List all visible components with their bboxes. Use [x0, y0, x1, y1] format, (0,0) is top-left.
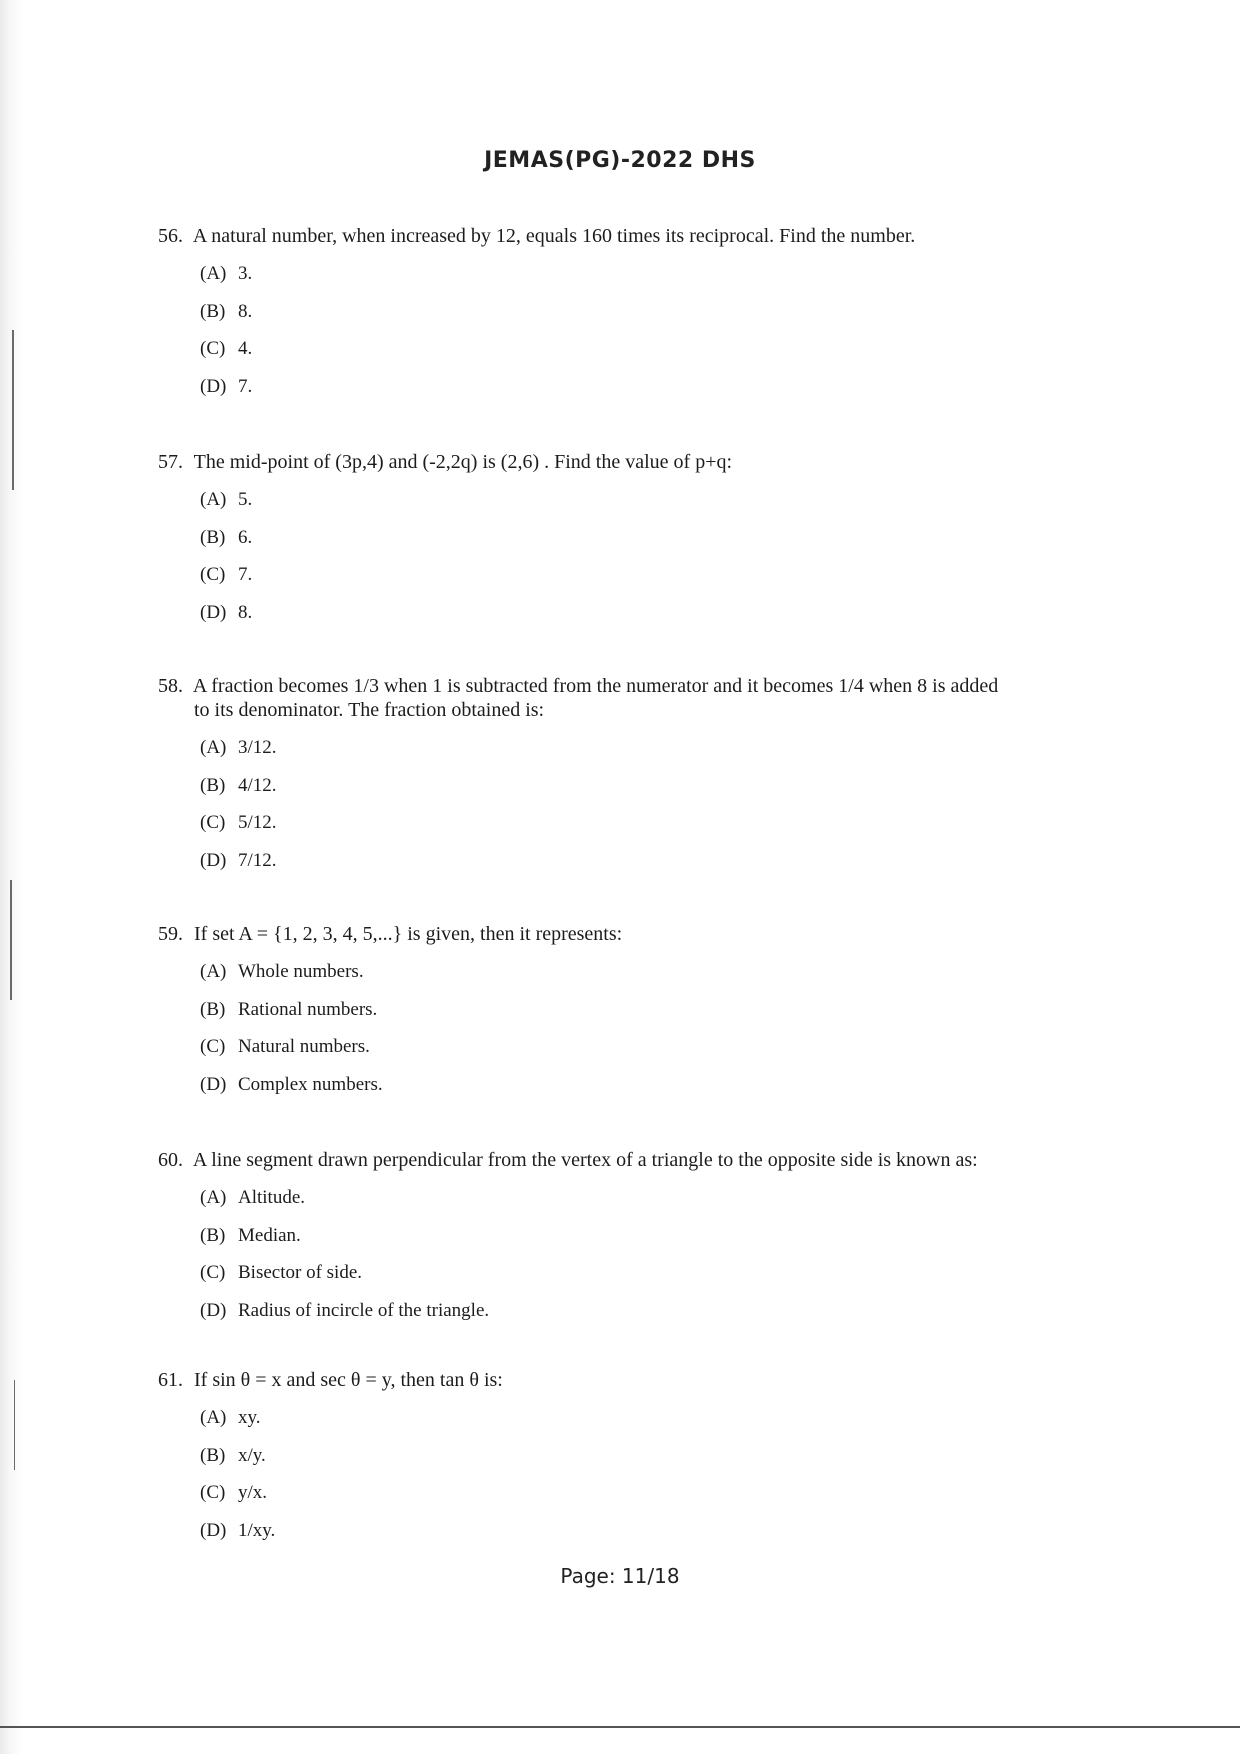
option-label: (A): [200, 489, 227, 510]
option-label: (A): [200, 961, 227, 982]
option-b: [200, 1224, 1098, 1262]
option-label: (D): [200, 1299, 227, 1321]
option-text: 4/12.: [238, 774, 277, 796]
option-d: [200, 849, 1098, 887]
option-text: Complex numbers.: [238, 1073, 383, 1095]
option-text: Median.: [238, 1224, 301, 1246]
option-label: (A): [200, 1187, 227, 1208]
option-list: [158, 1186, 1098, 1336]
option-d: [200, 601, 1098, 639]
option-label: (A): [200, 737, 227, 758]
page-number: Page: 11/18: [560, 1564, 680, 1588]
option-text: Natural numbers.: [238, 1036, 370, 1057]
option-list: [158, 736, 1098, 886]
question-text: The mid-point of (3p,4) and (-2,2q) is (2,6) . Find the value of p+q:: [193, 451, 733, 473]
option-text: 4.: [238, 338, 253, 359]
question-number: 60.: [158, 1149, 183, 1171]
option-a: [200, 960, 1098, 998]
option-text: Bisector of side.: [238, 1262, 363, 1283]
option-label: (A): [200, 1407, 227, 1428]
option-text: xy.: [238, 1407, 261, 1428]
option-b: [200, 774, 1098, 812]
option-text: 1/xy.: [238, 1519, 276, 1541]
option-label: (A): [200, 263, 227, 284]
option-label: (C): [200, 564, 226, 585]
question-60: [158, 1148, 1098, 1336]
option-a: [200, 488, 1098, 526]
option-text: 6.: [238, 526, 253, 548]
option-label: (C): [200, 1036, 226, 1057]
option-d: [200, 1299, 1098, 1337]
option-text: 8.: [238, 300, 253, 322]
scan-artifact: [12, 330, 14, 490]
option-d: [200, 375, 1098, 413]
scan-artifact: [14, 1380, 15, 1470]
option-b: [200, 1444, 1098, 1482]
option-label: (D): [200, 849, 227, 871]
option-a: [200, 1186, 1098, 1224]
bottom-rule: [0, 1726, 1240, 1728]
option-text: 5/12.: [238, 812, 277, 833]
option-c: [200, 1035, 1098, 1073]
scan-artifact: [10, 880, 12, 1000]
option-label: (B): [200, 998, 226, 1020]
option-label: (B): [200, 526, 226, 548]
question-text-continuation: to its denominator. The fraction obtained is:: [194, 699, 545, 721]
option-text: 5.: [238, 489, 253, 510]
scan-edge: [0, 0, 22, 1754]
option-a: [200, 736, 1098, 774]
question-59: [158, 922, 1098, 1110]
option-text: 8.: [238, 601, 253, 623]
option-label: (D): [200, 601, 227, 623]
option-c: [200, 1481, 1098, 1519]
option-list: [158, 488, 1098, 638]
question-text: If sin θ = x and sec θ = y, then tan θ is:: [194, 1369, 503, 1391]
option-b: [200, 526, 1098, 564]
question-number: 57.: [158, 451, 183, 473]
question-text: A natural number, when increased by 12, equals 160 times its reciprocal. Find the number.: [192, 225, 916, 247]
option-b: [200, 998, 1098, 1036]
option-label: (D): [200, 1519, 227, 1541]
option-label: (B): [200, 1224, 226, 1246]
option-text: 7.: [238, 564, 253, 585]
option-text: 7.: [238, 375, 253, 397]
option-c: [200, 563, 1098, 601]
document-header: JEMAS(PG)-2022 DHS: [484, 148, 756, 173]
question-57: [158, 450, 1098, 638]
question-text: A line segment drawn perpendicular from the vertex of a triangle to the opposite side is known as:: [192, 1149, 978, 1171]
option-b: [200, 300, 1098, 338]
option-text: 3/12.: [238, 737, 277, 758]
option-label: (B): [200, 300, 226, 322]
question-61: [158, 1368, 1098, 1556]
option-label: (D): [200, 375, 227, 397]
option-text: Rational numbers.: [238, 998, 378, 1020]
question-text: If set A = {1, 2, 3, 4, 5,...} is given, then it represents:: [194, 923, 623, 945]
option-c: [200, 337, 1098, 375]
option-a: [200, 262, 1098, 300]
option-a: [200, 1406, 1098, 1444]
option-text: 7/12.: [238, 849, 277, 871]
option-label: (D): [200, 1073, 227, 1095]
option-list: [158, 960, 1098, 1110]
question-number: 58.: [158, 675, 183, 697]
question-number: 56.: [158, 225, 183, 247]
option-label: (B): [200, 774, 226, 796]
question-56: [158, 224, 1098, 412]
option-list: [158, 1406, 1098, 1556]
question-58: [158, 674, 1098, 886]
option-text: Radius of incircle of the triangle.: [238, 1299, 490, 1321]
question-number: 61.: [158, 1369, 183, 1391]
option-label: (C): [200, 338, 226, 359]
option-text: 3.: [238, 263, 253, 284]
option-label: (C): [200, 1262, 226, 1283]
option-text: x/y.: [238, 1444, 266, 1466]
option-list: [158, 262, 1098, 412]
option-c: [200, 1261, 1098, 1299]
option-text: y/x.: [238, 1482, 268, 1503]
option-label: (C): [200, 1482, 226, 1503]
option-text: Altitude.: [238, 1187, 306, 1208]
option-c: [200, 811, 1098, 849]
question-text: A fraction becomes 1/3 when 1 is subtracted from the numerator and it becomes 1/4 when 8 is added: [192, 675, 999, 697]
question-number: 59.: [158, 923, 183, 945]
option-label: (C): [200, 812, 226, 833]
option-text: Whole numbers.: [238, 961, 364, 982]
option-label: (B): [200, 1444, 226, 1466]
option-d: [200, 1073, 1098, 1111]
option-d: [200, 1519, 1098, 1557]
